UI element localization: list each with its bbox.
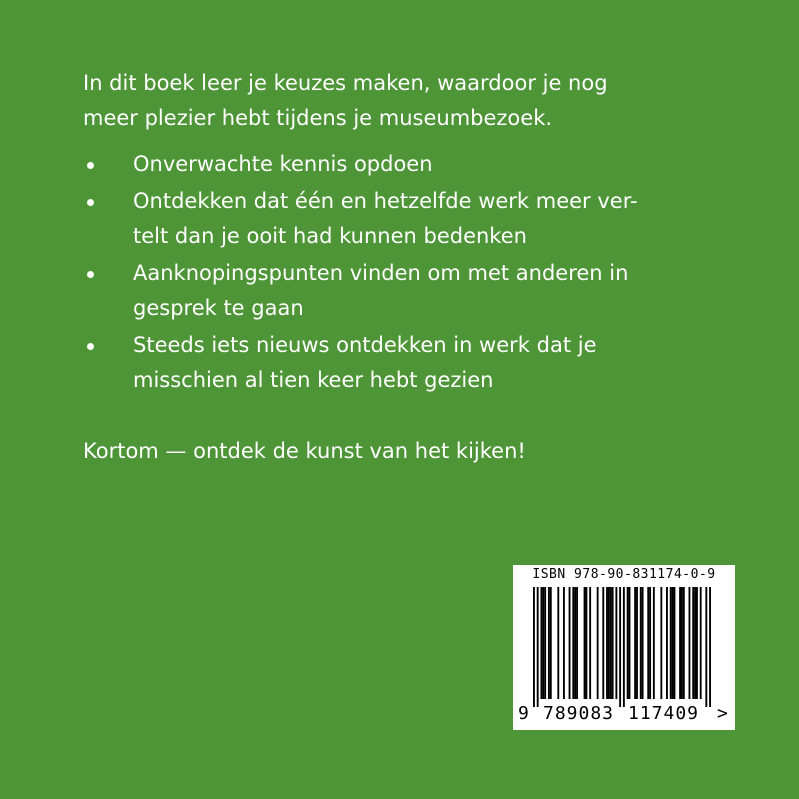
barcode-bar: [681, 587, 683, 699]
barcode-digit-first: 9: [518, 703, 529, 724]
barcode-bar: [569, 587, 571, 699]
barcode-bar: [642, 587, 644, 699]
list-item: [83, 256, 743, 326]
barcode-bar: [666, 587, 668, 699]
barcode-bar: [548, 587, 550, 699]
barcode-bar: [550, 587, 552, 699]
barcode-bar: [572, 587, 574, 699]
bullet-icon: [87, 199, 94, 206]
barcode-bar: [689, 587, 691, 699]
bullet-icon: [87, 162, 94, 169]
list-item-text: Onverwachte kennis opdoen: [133, 152, 433, 176]
barcode-bar: [700, 587, 702, 699]
closing-line: Kortom — ontdek de kunst van het kijken!: [83, 439, 526, 463]
isbn-label: ISBN 978-90-831174-0-9: [532, 567, 716, 582]
barcode-bar: [694, 587, 696, 699]
barcode-bar: [542, 587, 544, 699]
barcode-bar: [540, 587, 542, 699]
list-item-text: telt dan je ooit had kunnen bedenken: [133, 224, 527, 248]
intro-line: meer plezier hebt tijdens je museumbezoek.: [83, 106, 553, 130]
barcode-bar: [640, 587, 642, 699]
barcode-bar: [615, 587, 617, 699]
barcode-bar: [696, 587, 698, 699]
barcode-bar: [705, 587, 707, 707]
barcode-bar: [692, 587, 694, 699]
barcode-bar: [660, 587, 662, 699]
intro-paragraph: [83, 66, 723, 136]
list-item: [83, 184, 743, 254]
barcode-bar: [623, 587, 625, 707]
barcode-bar: [537, 587, 539, 707]
barcode-bar: [670, 587, 672, 699]
intro-line: In dit boek leer je keuzes maken, waardoor je nog: [83, 71, 608, 95]
barcode-bar: [589, 587, 591, 699]
barcode-bar: [619, 587, 621, 707]
barcode-bar: [576, 587, 578, 699]
barcode-bars: [533, 587, 711, 707]
barcode-bar: [653, 587, 655, 699]
barcode-digits-left: 789083: [543, 703, 615, 724]
barcode-bar: [679, 587, 681, 699]
barcode-bar: [584, 587, 586, 699]
barcode-bar: [606, 587, 608, 699]
isbn-barcode: [513, 565, 735, 730]
list-item: [83, 328, 743, 398]
bullet-icon: [87, 271, 94, 278]
barcode-bar: [636, 587, 638, 699]
barcode-bar: [634, 587, 636, 699]
barcode-bar: [627, 587, 629, 699]
barcode-bar: [610, 587, 612, 699]
barcode-bar: [629, 587, 631, 699]
barcode-bar: [602, 587, 604, 699]
barcode-bar: [574, 587, 576, 699]
barcode-bar: [683, 587, 685, 699]
list-item-text: Aanknopingspunten vinden om met anderen in: [133, 261, 629, 285]
list-item-text: gesprek te gaan: [133, 296, 304, 320]
barcode-bar: [557, 587, 559, 699]
list-item-text: Steeds iets nieuws ontdekken in werk dat je: [133, 333, 597, 357]
barcode-bar: [533, 587, 535, 707]
barcode-bar: [649, 587, 651, 699]
barcode-digits-right: 117409: [628, 703, 700, 724]
bullet-icon: [87, 343, 94, 350]
barcode-bar: [709, 587, 711, 707]
barcode-bar: [674, 587, 676, 699]
barcode-bar: [612, 587, 614, 699]
list-item-text: misschien al tien keer hebt gezien: [133, 368, 494, 392]
barcode-bar: [585, 587, 587, 699]
barcode-bar: [597, 587, 599, 699]
barcode-bar: [544, 587, 546, 699]
barcode-bar: [647, 587, 649, 699]
benefits-list: [83, 147, 743, 400]
list-item-text: Ontdekken dat één en hetzelfde werk meer ver-: [133, 189, 638, 213]
barcode-bar: [608, 587, 610, 699]
barcode-bar: [563, 587, 565, 699]
barcode-arrow: >: [717, 703, 728, 724]
list-item: [83, 147, 743, 182]
barcode-bar: [672, 587, 674, 699]
